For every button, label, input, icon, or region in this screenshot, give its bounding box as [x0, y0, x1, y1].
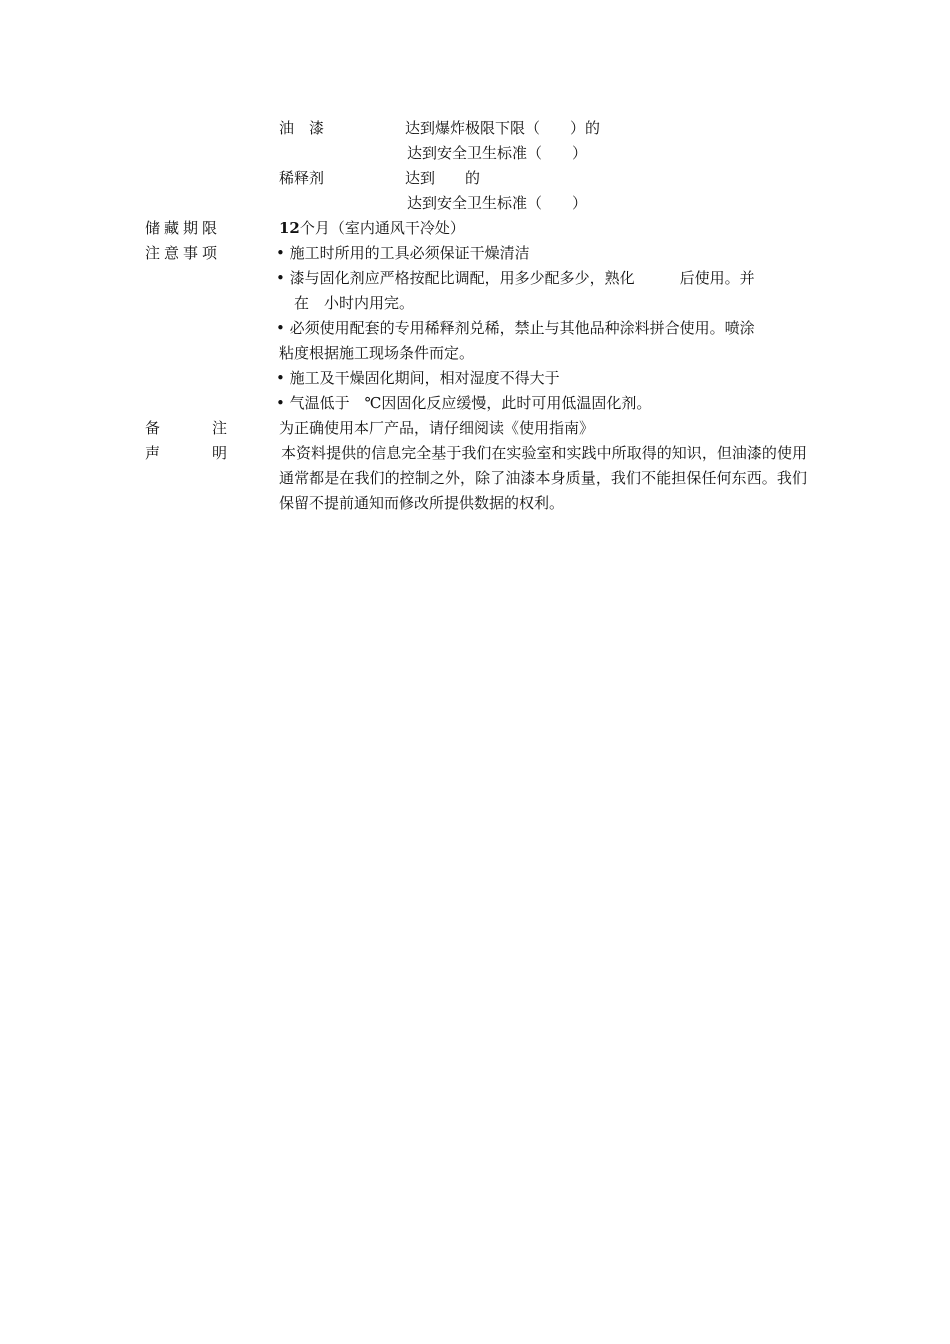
thinner-label: 稀释剂 [279, 169, 325, 187]
remarks-label-b: 注 [212, 419, 228, 437]
statement-text: 本资料提供的信息完全基于我们在实验室和实践中所取得的知识，但油漆的使用通常都是在我们的控制之外，除了油漆本身质量，我们不能担保任何东西。我们保留不提前通知而修改所提供数据的权利。 [279, 444, 807, 512]
precaution-item-continued: 在 小时内用完。 [279, 294, 415, 312]
paint-safety-standard: 达到安全卫生标准（ ） [407, 144, 588, 162]
precaution-item: • 施工时所用的工具必须保证干燥清洁 [276, 244, 530, 262]
precaution-item: • 气温低于 ℃因固化反应缓慢，此时可用低温固化剂。 [276, 394, 652, 412]
storage-value [279, 216, 465, 241]
thinner-safety-standard: 达到安全卫生标准（ ） [407, 194, 588, 212]
remarks-text: 为正确使用本厂产品，请仔细阅读《使用指南》 [279, 419, 595, 437]
precaution-item-continued: 粘度根据施工现场条件而定。 [279, 344, 475, 362]
statement-label-b: 明 [212, 444, 228, 462]
storage-label: 储藏期限 [145, 219, 222, 237]
storage-months: 12 [279, 219, 300, 237]
precaution-item: • 漆与固化剂应严格按配比调配，用多少配多少，熟化 后使用。并 [276, 269, 755, 287]
precaution-item: • 施工及干燥固化期间，相对湿度不得大于 [276, 369, 560, 387]
remarks-label-a: 备 [145, 419, 161, 437]
paint-explosion-limit: 达到爆炸极限下限（ ）的 [405, 119, 601, 137]
storage-text: 个月（室内通风干冷处） [299, 219, 465, 237]
precautions-label: 注意事项 [145, 244, 222, 262]
paint-label: 油 漆 [279, 119, 325, 137]
statement-label-a: 声 [145, 444, 161, 462]
thinner-limit: 达到 的 [405, 169, 481, 187]
precaution-item: • 必须使用配套的专用稀释剂兑稀，禁止与其他品种涂料拼合使用。喷涂 [276, 319, 755, 337]
